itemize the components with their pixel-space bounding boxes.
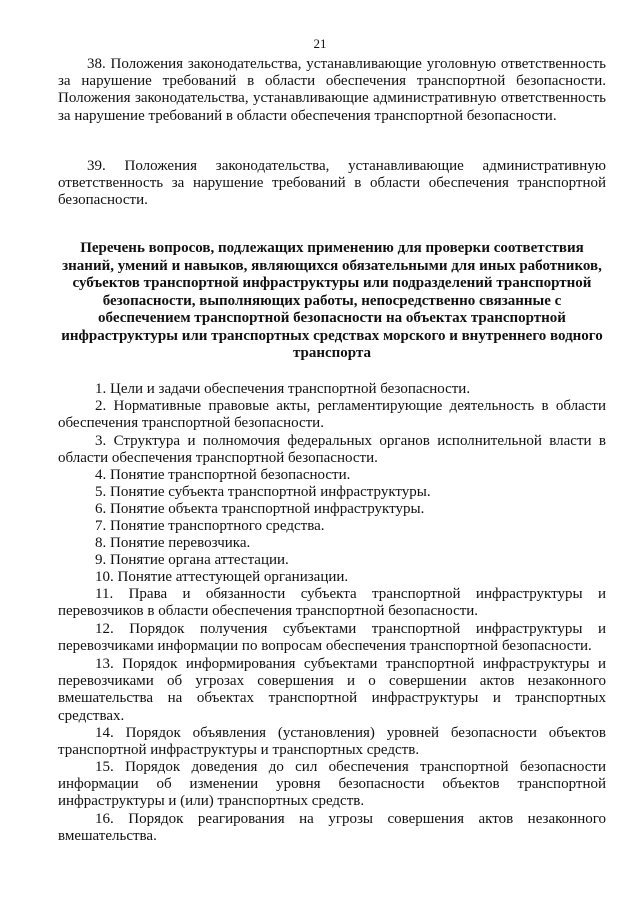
list-item: 10. Понятие аттестующей организации. — [95, 569, 349, 585]
list-item: 11. Права и обязанности субъекта транспортной инфраструктуры и перевозчиков в области обеспечения транспортной безопасности. — [58, 586, 606, 620]
list-item: 16. Порядок реагирования на угрозы совершения актов незаконного вмешательства. — [58, 811, 606, 845]
paragraph-39: 39. Положения законодательства, устанавливающие административную ответственность за нарушение требований в области обеспечения транспортной безопасности. — [58, 158, 606, 209]
list-item: 1. Цели и задачи обеспечения транспортной безопасности. — [95, 381, 471, 397]
list-item: 8. Понятие перевозчика. — [95, 535, 251, 551]
section-heading: Перечень вопросов, подлежащих применению для проверки соответствия знаний, умений и навыков, являющихся обязательными для иных работников, субъектов транспортной инфраструктуры или подразделений транспортной безопасности, выполняющих работы, непосредственно связанные с обеспечением транспортной безопасности на объектах транспортной инфраструктуры или транспортных средствах морского и внутреннего водного транспорта — [61, 240, 603, 361]
list-item: 12. Порядок получения субъектами транспортной инфраструктуры и перевозчиками информации по вопросам обеспечения транспортной безопасности. — [58, 621, 606, 655]
list-item: 4. Понятие транспортной безопасности. — [95, 467, 351, 483]
list-item: 9. Понятие органа аттестации. — [95, 552, 289, 568]
list-item: 7. Понятие транспортного средства. — [95, 518, 325, 534]
page-number: 21 — [313, 36, 327, 51]
list-item: 6. Понятие объекта транспортной инфраструктуры. — [95, 501, 425, 517]
list-item: 5. Понятие субъекта транспортной инфраструктуры. — [95, 484, 431, 500]
list-item: 15. Порядок доведения до сил обеспечения транспортной безопасности информации об изменении уровня безопасности объектов транспортной инфраструктуры и (или) транспортных средств. — [58, 759, 606, 810]
list-item: 3. Структура и полномочия федеральных органов исполнительной власти в области обеспечения транспортной безопасности. — [58, 433, 606, 467]
list-item: 13. Порядок информирования субъектами транспортной инфраструктуры и перевозчиками об угрозах совершения и о совершении актов незаконного вмешательства на объектах транспортной инфраструктуры и транспортных средствах. — [58, 656, 606, 724]
list-item: 2. Нормативные правовые акты, регламентирующие деятельность в области обеспечения транспортной безопасности. — [58, 398, 606, 432]
paragraph-38: 38. Положения законодательства, устанавливающие уголовную ответственность за нарушение требований в области обеспечения транспортной безопасности. Положения законодательства, устанавливающие административную ответственность за нарушение требований в области обеспечения транспортной безопасности. — [58, 56, 606, 124]
list-item: 14. Порядок объявления (установления) уровней безопасности объектов транспортной инфраструктуры и транспортных средств. — [58, 725, 606, 759]
